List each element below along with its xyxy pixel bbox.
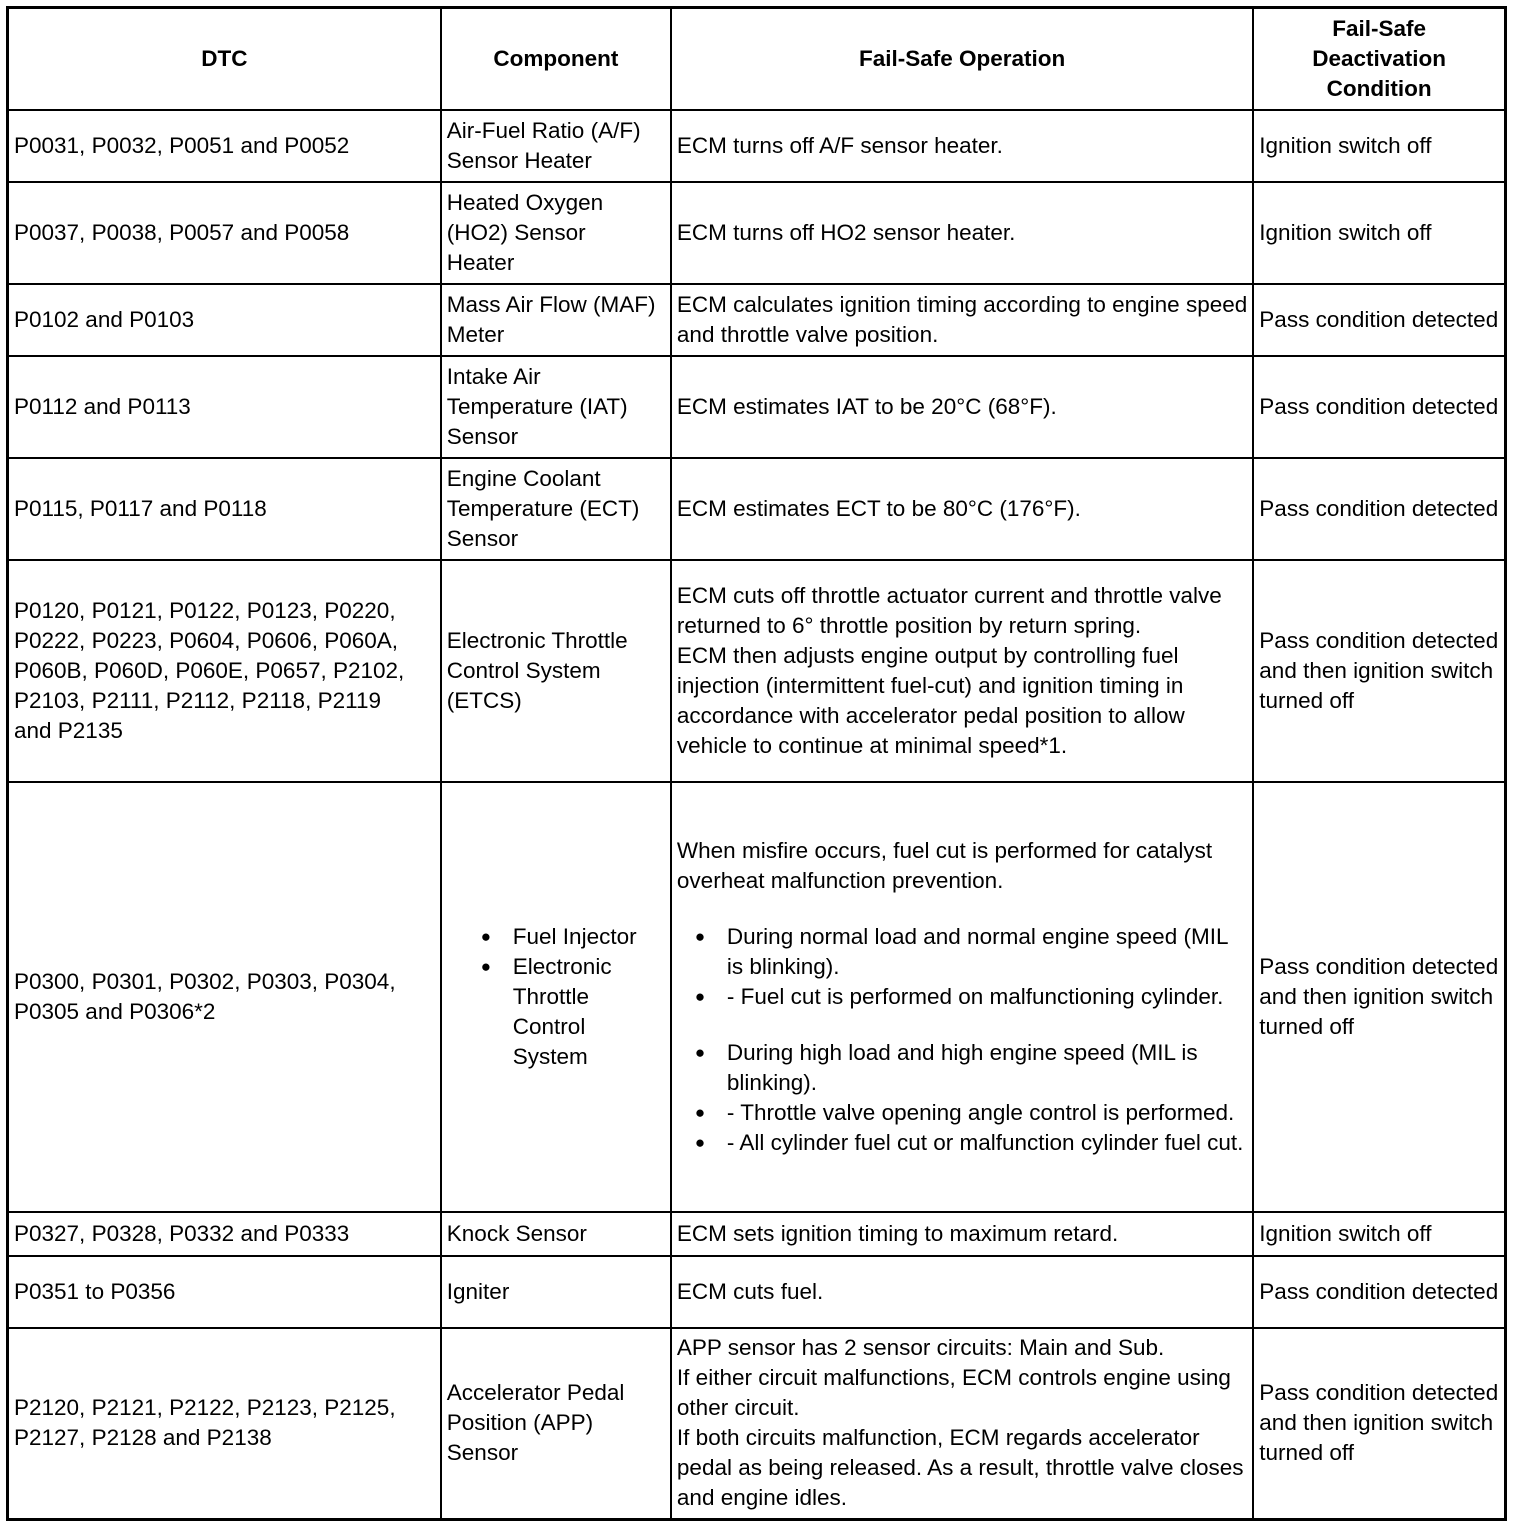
bullet-list <box>677 922 1247 1012</box>
dtc-cell: P2120, P2121, P2122, P2123, P2125, P2127, P2128 and P2138 <box>8 1328 441 1520</box>
header-component: Component <box>441 8 671 110</box>
table-row <box>8 1256 1506 1328</box>
operation-line: If both circuits malfunction, ECM regards accelerator pedal as being released. As a result, throttle valve closes and engine idles. <box>676 1425 1244 1511</box>
dtc-cell: P0351 to P0356 <box>8 1256 441 1328</box>
header-deactivation: Fail-Safe Deactivation Condition <box>1253 8 1505 110</box>
table-row <box>8 458 1506 560</box>
header-row <box>8 8 1506 110</box>
operation-cell: ECM estimates ECT to be 80°C (176°F). <box>671 458 1253 560</box>
operation-cell: ECM estimates IAT to be 20°C (68°F). <box>671 356 1253 458</box>
component-cell: Engine Coolant Temperature (ECT) Sensor <box>441 458 671 560</box>
dtc-cell: P0037, P0038, P0057 and P0058 <box>8 182 441 284</box>
operation-line: APP sensor has 2 sensor circuits: Main and Sub. <box>676 1335 1165 1361</box>
component-cell: Air-Fuel Ratio (A/F) Sensor Heater <box>441 110 671 182</box>
header-operation: Fail-Safe Operation <box>671 8 1253 110</box>
operation-cell <box>671 1328 1253 1520</box>
list-item: ● During high load and high engine speed (MIL is blinking). <box>677 1038 1247 1098</box>
component-cell: Knock Sensor <box>441 1212 671 1256</box>
deactivation-cell: Ignition switch off <box>1253 110 1505 182</box>
operation-cell: ECM calculates ignition timing according to engine speed and throttle valve position. <box>671 284 1253 356</box>
table-row <box>8 284 1506 356</box>
deactivation-cell: Pass condition detected and then ignition switch turned off <box>1253 560 1505 782</box>
operation-cell: ECM turns off HO2 sensor heater. <box>671 182 1253 284</box>
operation-paragraph: ECM then adjusts engine output by controlling fuel injection (intermittent fuel-cut) and ignition timing in accordance with accelerator pedal position to allow vehicle to continue at minimal speed*1. <box>676 642 1185 758</box>
header-dtc: DTC <box>8 8 441 110</box>
deactivation-cell: Pass condition detected and then ignition switch turned off <box>1253 782 1505 1212</box>
table-row <box>8 560 1506 782</box>
list-item: ● During normal load and normal engine speed (MIL is blinking). <box>677 922 1247 982</box>
list-item: ● - Fuel cut is performed on malfunctioning cylinder. <box>677 982 1247 1012</box>
operation-cell: ECM cuts fuel. <box>671 1256 1253 1328</box>
component-cell: Heated Oxygen (HO2) Sensor Heater <box>441 182 671 284</box>
dtc-cell: P0031, P0032, P0051 and P0052 <box>8 110 441 182</box>
dtc-cell: P0327, P0328, P0332 and P0333 <box>8 1212 441 1256</box>
dtc-cell: P0120, P0121, P0122, P0123, P0220, P0222, P0223, P0604, P0606, P060A, P060B, P060D, P060E, P0657, P2102, P2103, P2111, P2112, P2118, P2119 and P2135 <box>8 560 441 782</box>
operation-line: If either circuit malfunctions, ECM controls engine using other circuit. <box>676 1365 1231 1421</box>
table-row <box>8 110 1506 182</box>
deactivation-cell: Pass condition detected <box>1253 356 1505 458</box>
component-cell: Mass Air Flow (MAF) Meter <box>441 284 671 356</box>
table-row <box>8 1328 1506 1520</box>
table-row <box>8 782 1506 1212</box>
table-row <box>8 356 1506 458</box>
component-cell: Igniter <box>441 1256 671 1328</box>
dtc-cell: P0115, P0117 and P0118 <box>8 458 441 560</box>
list-item: ● Electronic Throttle Control System <box>463 952 665 1072</box>
operation-cell: ECM sets ignition timing to maximum retard. <box>671 1212 1253 1256</box>
component-cell: Intake Air Temperature (IAT) Sensor <box>441 356 671 458</box>
deactivation-cell: Ignition switch off <box>1253 182 1505 284</box>
operation-cell: ECM turns off A/F sensor heater. <box>671 110 1253 182</box>
component-cell: Accelerator Pedal Position (APP) Sensor <box>441 1328 671 1520</box>
table-row <box>8 182 1506 284</box>
list-item: ● - Throttle valve opening angle control is performed. <box>677 1098 1247 1128</box>
deactivation-cell: Ignition switch off <box>1253 1212 1505 1256</box>
deactivation-cell: Pass condition detected and then ignition switch turned off <box>1253 1328 1505 1520</box>
deactivation-cell: Pass condition detected <box>1253 284 1505 356</box>
operation-intro: When misfire occurs, fuel cut is performed for catalyst overheat malfunction prevention. <box>676 837 1213 893</box>
operation-paragraph: ECM cuts off throttle actuator current and throttle valve returned to 6° throttle position by return spring. <box>676 582 1222 638</box>
list-item: ● Fuel Injector <box>463 922 665 952</box>
dtc-cell: P0300, P0301, P0302, P0303, P0304, P0305 and P0306*2 <box>8 782 441 1212</box>
component-cell <box>441 782 671 1212</box>
dtc-cell: P0102 and P0103 <box>8 284 441 356</box>
component-list <box>463 922 665 1072</box>
fail-safe-table <box>6 6 1507 1521</box>
bullet-list <box>677 1038 1247 1158</box>
component-cell: Electronic Throttle Control System (ETCS) <box>441 560 671 782</box>
deactivation-cell: Pass condition detected <box>1253 458 1505 560</box>
operation-cell <box>671 782 1253 1212</box>
dtc-cell: P0112 and P0113 <box>8 356 441 458</box>
operation-cell <box>671 560 1253 782</box>
table-row <box>8 1212 1506 1256</box>
deactivation-cell: Pass condition detected <box>1253 1256 1505 1328</box>
list-item: ● - All cylinder fuel cut or malfunction cylinder fuel cut. <box>677 1128 1247 1158</box>
